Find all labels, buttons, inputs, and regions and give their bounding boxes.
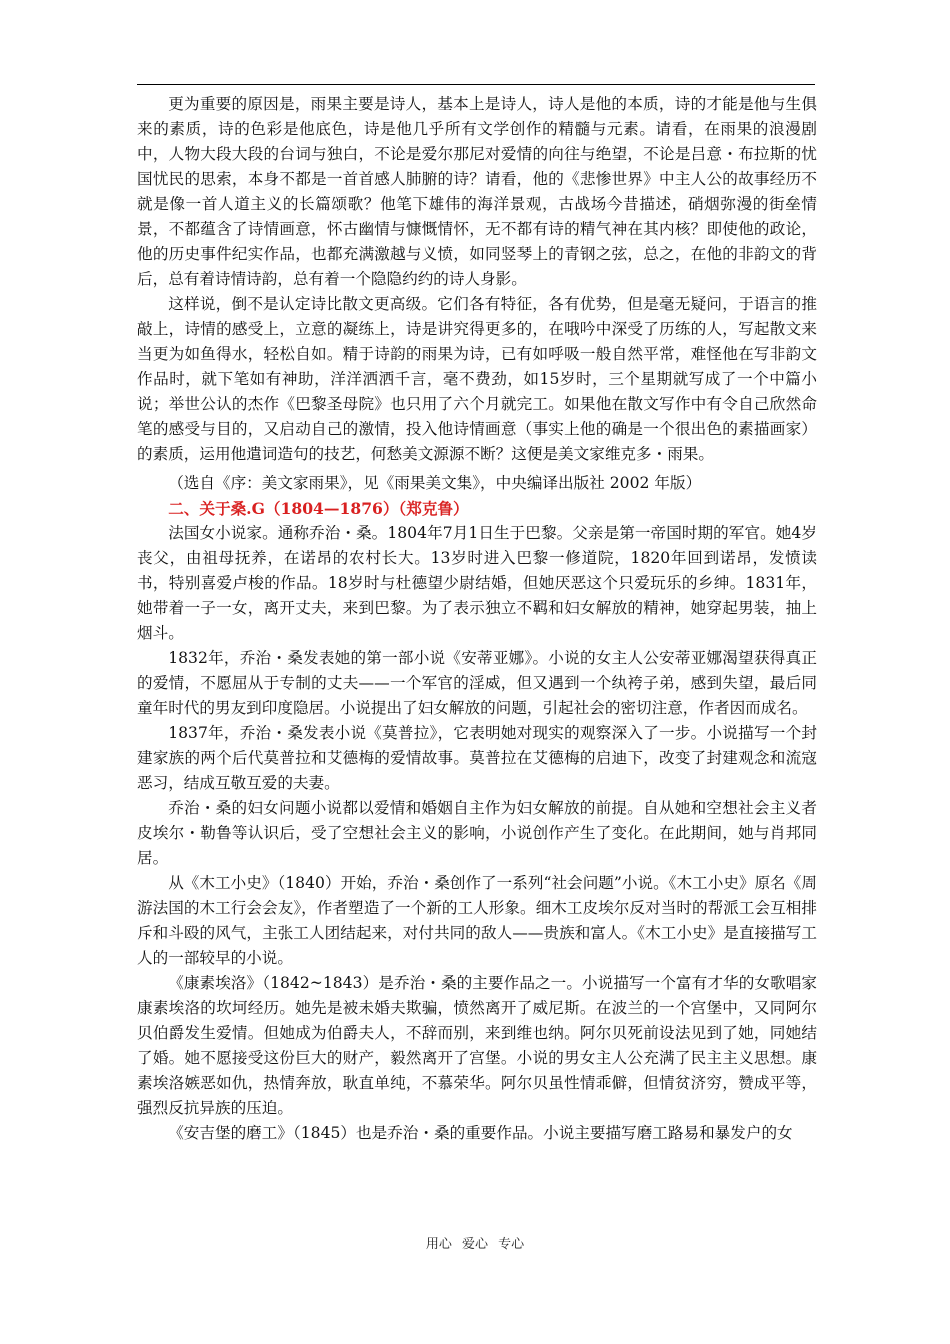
page-footer: 用心 爱心 专心 — [425, 1237, 525, 1252]
paragraph: 这样说，倒不是认定诗比散文更高级。它们各有特征，各有优势，但是毫无疑问，于语言的推敲上，诗情的感受上，立意的凝练上，诗是讲究得更多的，在哦吟中深受了历练的人，写起散文来当更为如鱼得水，轻松自如。精于诗韵的雨果为诗，已有如呼吸一般自然平常，难怪他在写非韵文作品时，就下笔如有神助，洋洋洒洒千言，毫不费劲，如15岁时，三个星期就写成了一个中篇小说；举世公认的杰作《巴黎圣母院》也只用了六个月就完工。如果他在散文写作中有令自己欣然命笔的感受与目的，又启动自己的激情，投入他诗情画意（事实上他的确是一个很出色的素描画家）的素质，运用他遣词造句的技艺，何愁美文源源不断？这便是美文家维克多・雨果。 — [137, 295, 817, 463]
paragraph: 《康素埃洛》（1842~1843）是乔治・桑的主要作品之一。小说描写一个富有才华的女歌唱家康素埃洛的坎坷经历。她先是被未婚夫欺骗，愤然离开了威尼斯。在波兰的一个宫堡中，又同阿尔贝伯爵发生爱情。但她成为伯爵夫人，不辞而别，来到维也纳。阿尔贝死前设法见到了她，同她结了婚。她不愿接受这份巨大的财产，毅然离开了宫堡。小说的男女主人公充满了民主主义思想。康素埃洛嫉恶如仇，热情奔放，耿直单纯，不慕荣华。阿尔贝虽性情乖僻，但情贫济穷，赞成平等，强烈反抗异族的压迫。 — [137, 974, 817, 1117]
header-rule — [137, 84, 815, 85]
paragraph: 乔治・桑的妇女问题小说都以爱情和婚姻自主作为妇女解放的前提。自从她和空想社会主义者皮埃尔・勒鲁等认识后，受了空想社会主义的影响，小说创作产生了变化。在此期间，她与肖邦同居。 — [137, 799, 817, 867]
paragraph: 1837年，乔治・桑发表小说《莫普拉》，它表明她对现实的观察深入了一步。小说描写一个封建家族的两个后代莫普拉和艾德梅的爱情故事。莫普拉在艾德梅的启迪下，改变了封建观念和流寇恶习，结成互敬互爱的夫妻。 — [137, 724, 817, 792]
paragraph: 《安吉堡的磨工》（1845）也是乔治・桑的重要作品。小说主要描写磨工路易和暴发户的女 — [168, 1124, 793, 1142]
paragraph: 法国女小说家。通称乔治・桑。1804年7月1日生于巴黎。父亲是第一帝国时期的军官。她4岁丧父，由祖母抚养，在诺昂的农村长大。13岁时进入巴黎一修道院，1820年回到诺昂，发愤读书，特别喜爱卢梭的作品。18岁时与杜德望少尉结婚，但她厌恶这个只爱玩乐的乡绅。1831年，她带着一子一女，离开丈夫，来到巴黎。为了表示独立不羁和妇女解放的精神，她穿起男装，抽上烟斗。 — [137, 524, 817, 642]
paragraph: 从《木工小史》（1840）开始，乔治・桑创作了一系列“社会问题”小说。《木工小史》原名《周游法国的木工行会会友》，作者塑造了一个新的工人形象。细木工皮埃尔反对当时的帮派工会互相排斥和斗殴的风气，主张工人团结起来，对付共同的敌人——贵族和富人。《木工小史》是直接描写工人的一部较早的小说。 — [137, 874, 817, 967]
source-note: （选自《序：美文家雨果》，见《雨果美文集》，中央编译出版社 2002 年版） — [168, 474, 702, 492]
document-body — [137, 92, 817, 1146]
paragraph: 1832年，乔治・桑发表她的第一部小说《安蒂亚娜》。小说的女主人公安蒂亚娜渴望获得真正的爱情，不愿屈从于专制的丈夫——一个军官的淫威，但又遇到一个纨袴子弟，感到失望，最后同童年时代的男友到印度隐居。小说提出了妇女解放的问题，引起社会的密切注意，作者因而成名。 — [137, 649, 817, 717]
paragraph: 更为重要的原因是，雨果主要是诗人，基本上是诗人，诗人是他的本质，诗的才能是他与生俱来的素质，诗的色彩是他底色，诗是他几乎所有文学创作的精髓与元素。请看，在雨果的浪漫剧中，人物大段大段的台词与独白，不论是爱尔那尼对爱情的向往与绝望，不论是吕意・布拉斯的忧国忧民的思索，本身不都是一首首感人肺腑的诗？请看，他的《悲惨世界》中主人公的故事经历不就是像一首人道主义的长篇颂歌？他笔下雄伟的海洋景观，古战场今昔描述，硝烟弥漫的街垒情景，不都蕴含了诗情画意，怀古幽情与慷慨情怀，无不都有诗的精气神在其内核？即使他的政论，他的历史事件纪实作品，也都充满激越与义愤，如同竖琴上的青钢之弦，总之，在他的非韵文的背后，总有着诗情诗韵，总有着一个隐隐约约的诗人身影。 — [137, 95, 817, 288]
section-title: 二、关于桑.G（1804—1876）（郑克鲁） — [168, 499, 469, 518]
